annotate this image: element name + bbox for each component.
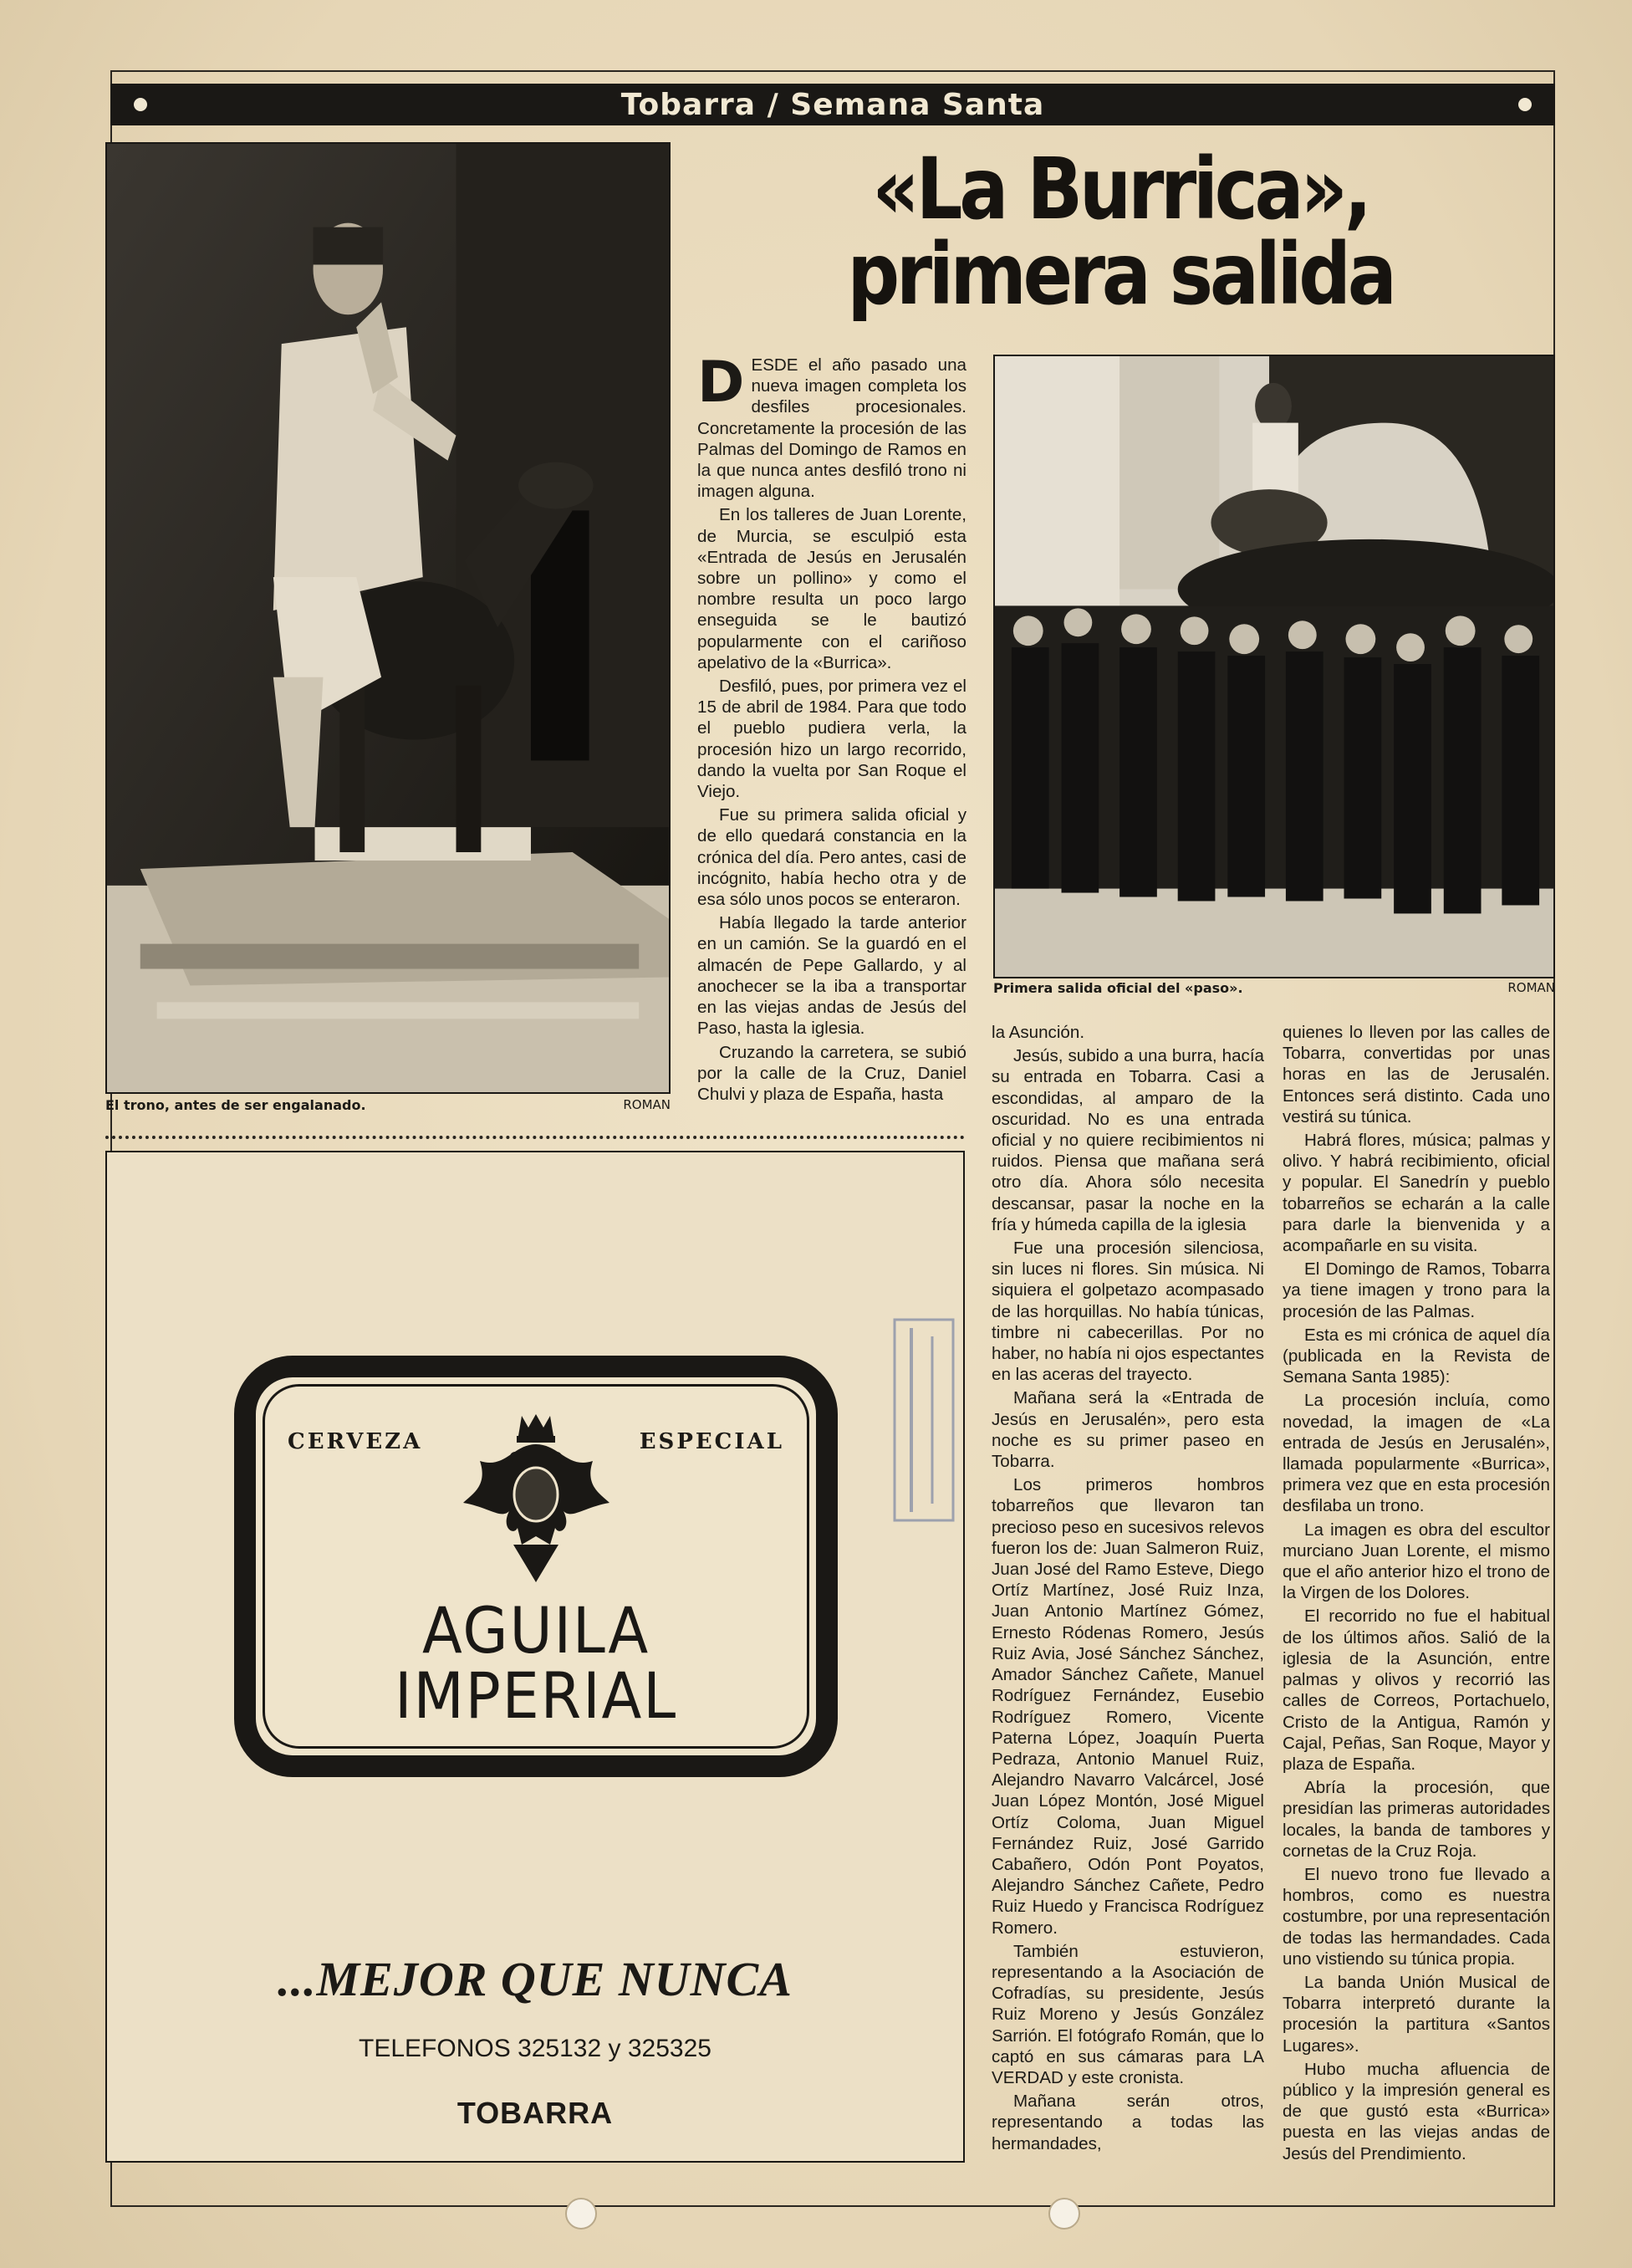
article-column-2	[992, 1022, 1264, 2157]
article-paragraph: En los talleres de Juan Lorente, de Murcia, se esculpió esta «Entrada de Jesús en Jerusalén sobre un pollino» y como el nombre resulta un poco largo enseguida se le bautizó popularmente con el cariñoso apelativo de la «Burrica».	[697, 505, 966, 672]
photo-procesion-caption-row	[993, 980, 1555, 996]
article-paragraph: El nuevo trono fue llevado a hombros, como es nuestra costumbre, por una representación de todas las hermandades. Cada uno vistiendo su túnica propia.	[1283, 1864, 1550, 1969]
article-paragraph: Desfiló, pues, por primera vez el 15 de abril de 1984. Para que todo el pueblo pudiera verla, la procesión hizo un largo recorrido, dando la vuelta por San Roque el Viejo.	[697, 677, 966, 802]
photo-trono-credit: ROMAN	[623, 1097, 671, 1112]
article-paragraph: Abría la procesión, que presidían las primeras autoridades locales, la banda de tambores y cornetas de la Cruz Roja.	[1283, 1778, 1550, 1861]
label-cerveza: CERVEZA	[288, 1429, 423, 1454]
article-paragraph: La procesión incluía, como novedad, la imagen de «La entrada de Jesús en Jerusalén», llamada popularmente «Burrica», primera vez que en esta procesión desfilaba un trono.	[1283, 1391, 1550, 1516]
binder-hole-left	[565, 2198, 597, 2230]
photo-procesion-caption: Primera salida oficial del «paso».	[993, 980, 1243, 996]
photo-procesion	[993, 355, 1555, 978]
article-paragraph: Había llegado la tarde anterior en un camión. Se la guardó en el almacén de Pepe Gallardo, y al anochecer se la iba a transportar en las viejas andas de Jesús del Paso, hasta la iglesia.	[697, 913, 966, 1039]
ad-phones: TELEFONOS 325132 y 325325	[359, 2035, 711, 2062]
beer-label	[234, 1356, 838, 1777]
photo-procesion-credit: ROMAN	[1507, 980, 1555, 995]
ad-separator	[105, 1136, 965, 1139]
article-paragraph: Habrá flores, música; palmas y olivo. Y habrá recibimiento, oficial y popular. El Sanedrín y pueblo tobarreños se echarán a la calle para darle la bienvenida y a acompañarle en su visita.	[1283, 1131, 1550, 1256]
photo-trono	[105, 142, 671, 1094]
photo-trono-caption-row	[105, 1097, 671, 1113]
binder-hole-right	[1048, 2198, 1080, 2230]
photo-trono-caption: El trono, antes de ser engalanado.	[105, 1097, 366, 1113]
article-title	[847, 140, 1394, 324]
article-paragraph: Hubo mucha afluencia de público y la impresión general es de que gustó esta «Burrica» puesta en las viejas andas de Jesús del Prendimiento.	[1283, 2059, 1550, 2163]
eagle-crest-icon	[463, 1411, 609, 1586]
article-paragraph: La banda Unión Musical de Tobarra interpretó durante la procesión la partitura «Santos Lugares».	[1283, 1972, 1550, 2056]
photo-procesion-image	[995, 356, 1553, 977]
photo-trono-image	[107, 144, 669, 1092]
article-paragraph: Mañana será la «Entrada de Jesús en Jerusalén», pero esta noche es su primer paseo en Tobarra.	[992, 1388, 1264, 1472]
article-paragraph: la Asunción.	[992, 1023, 1085, 1042]
archive-stamp-icon	[886, 1311, 961, 1529]
article-column-3	[1283, 1022, 1550, 2167]
article-paragraph: Fue su primera salida oficial y de ello quedará constancia en la crónica del día. Pero antes, casi de incógnito, había hecho otra y de esa sólo unos pocos se enteraron.	[697, 805, 966, 910]
article-paragraph: También estuvieron, representando a la Asociación de Cofradías, su presidente, Jesús Ruiz Moreno y Jesús González Sarrión. El fotógrafo Román, que lo captó en sus cámaras para LA VERDAD y este cronista.	[992, 1941, 1264, 2087]
article-paragraph: El recorrido no fue el habitual de los últimos años. Salió de la iglesia de la Asunción, entre palmas y olivos y recorrió las calles de Correos, Portachuelo, Cristo de la Antigua, Ramón y Cajal, Peñas, San Roque, Mayor y plaza de España.	[1283, 1606, 1550, 1774]
ad-town: TOBARRA	[456, 2096, 614, 2130]
article-title-line2: primera salida	[847, 225, 1394, 324]
section-header	[110, 84, 1555, 125]
advertisement	[105, 1151, 965, 2163]
brand-name-line2: IMPERIAL	[394, 1658, 677, 1733]
article-paragraph: El Domingo de Ramos, Tobarra ya tiene imagen y trono para la procesión de las Palmas.	[1283, 1259, 1550, 1321]
header-dot-left	[134, 98, 147, 111]
drop-cap: D	[697, 350, 745, 416]
article-title-line1: «La Burrica»,	[872, 140, 1369, 239]
article-paragraph: La imagen es obra del escultor murciano Juan Lorente, el mismo que el año anterior hizo el trono de la Virgen de los Dolores.	[1283, 1520, 1550, 1603]
section-header-title: Tobarra / Semana Santa	[620, 87, 1045, 122]
article-column-1	[697, 350, 966, 1107]
article-paragraph: Jesús, subido a una burra, hacía su entrada en Tobarra. Casi a escondidas, al amparo de la oscuridad. No es una entrada oficial y no quiere recibimientos ni ruidos. Piensa que mañana será otro día. Ahora sólo necesita descansar, pasar la noche en la fría y húmeda capilla de la iglesia	[992, 1046, 1264, 1234]
article-paragraph: Los primeros hombros tobarreños que llevaron tan precioso peso en sucesivos relevos fueron los de: Juan Salmeron Ruiz, Juan José del Ramo Esteve, Diego Ortíz Martínez, José Ruiz Inza, Juan Antonio Martínez Gómez, Ernesto Ródenas Romero, Jesús Ruiz Avia, José Sánchez Sánchez, Amador Sánchez Cañete, Manuel Rodríguez Fernández, Eusebio Rodríguez Romero, Vicente Paterna López, Joaquín Puerta Pedraza, Antonio Manuel Ruiz, Alejandro Navarro Valcárcel, José Juan López Montón, José Miguel Ortíz Coloma, Juan Miguel Fernández Ruiz, José Garrido Cabañero, Odón Pont Poyatos, Alejandro Sánchez Cañete, Pedro Ruiz Huedo y Francisca Rodríguez Romero.	[992, 1475, 1264, 1938]
article-paragraph: DESDE el año pasado una nueva imagen completa los desfiles procesionales. Concretamente la procesión de las Palmas del Domingo de Ramos en la que nunca antes desfiló trono ni imagen alguna.	[697, 350, 966, 502]
header-dot-right	[1518, 98, 1532, 111]
label-especial: ESPECIAL	[639, 1429, 784, 1454]
ad-slogan: ...MEJOR QUE NUNCA	[278, 1952, 793, 2006]
article-paragraph: Esta es mi crónica de aquel día (publicada en la Revista de Semana Santa 1985):	[1283, 1325, 1550, 1387]
article-paragraph: quienes lo lleven por las calles de Tobarra, convertidas por unas horas en las de Jerusalén. Entonces será distinto. Cada uno vestirá su túnica.	[1283, 1023, 1550, 1126]
article-paragraph: Fue una procesión silenciosa, sin luces ni flores. Sin música. Ni siquiera el golpetazo acompasado de las horquillas. No había túnicas, timbre ni cabecerillas. Por no haber, no había ni ojos espectantes en las aceras del trayecto.	[992, 1239, 1264, 1385]
article-paragraph: Mañana serán otros, representando a todas las hermandades,	[992, 2092, 1264, 2153]
article-paragraph: Cruzando la carretera, se subió por la calle de la Cruz, Daniel Chulvi y plaza de España, hasta	[697, 1042, 966, 1104]
brand-name-line1: AGUILA	[421, 1593, 650, 1668]
